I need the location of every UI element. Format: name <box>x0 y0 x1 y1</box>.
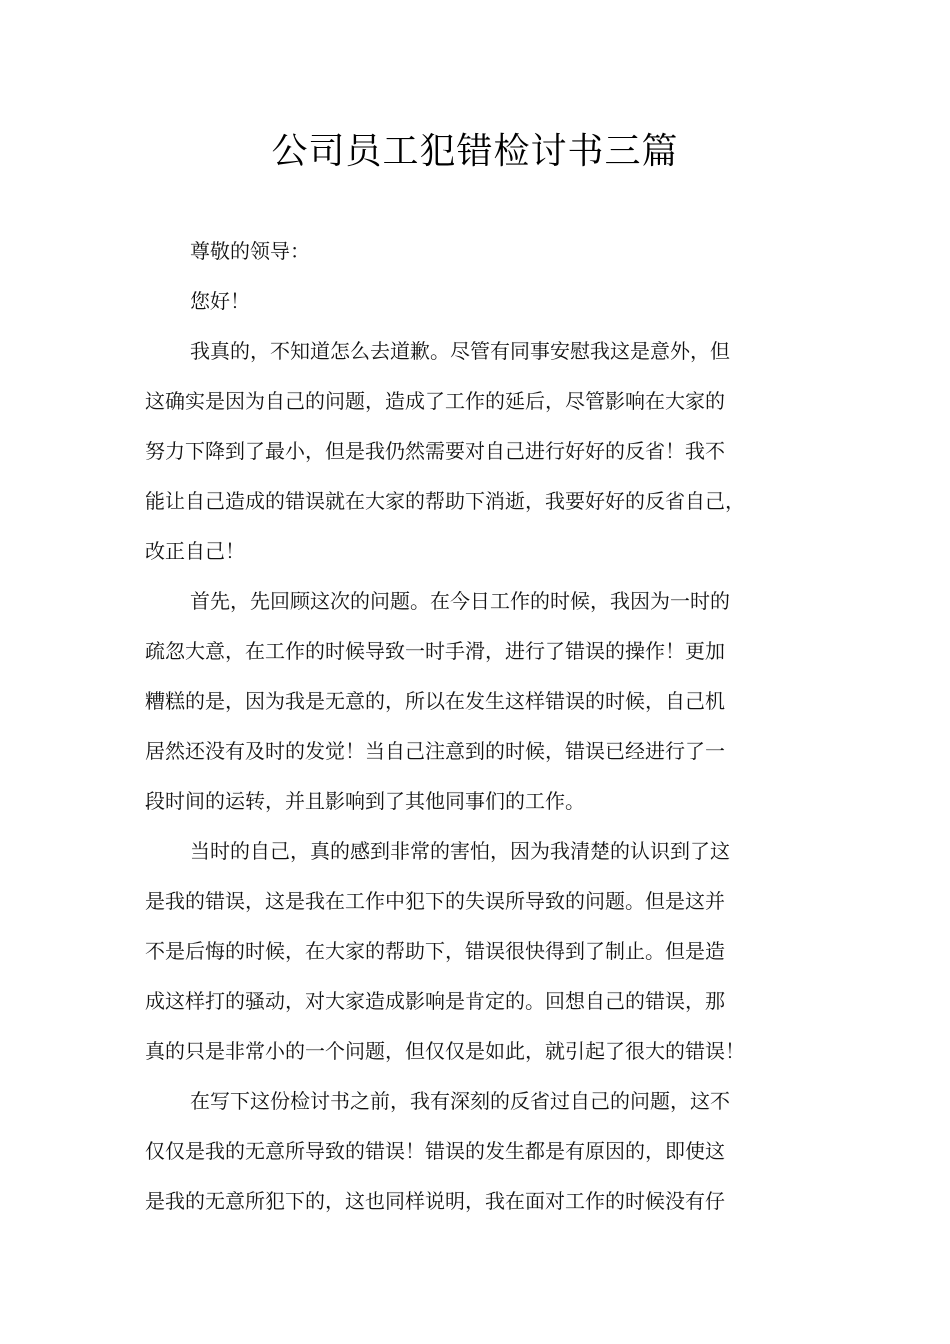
paragraph-line: 真的只是非常小的一个问题，但仅仅是如此，就引起了很大的错误！ <box>145 1039 745 1063</box>
paragraph-line: 成这样打的骚动，对大家造成影响是肯定的。回想自己的错误，那 <box>145 989 725 1013</box>
paragraph-line: 仅仅是我的无意所导致的错误！错误的发生都是有原因的，即使这 <box>145 1139 725 1163</box>
paragraph-line: 不是后悔的时候，在大家的帮助下，错误很快得到了制止。但是造 <box>145 939 725 963</box>
paragraph-line: 在写下这份检讨书之前，我有深刻的反省过自己的问题，这不 <box>190 1089 730 1113</box>
paragraph-line: 当时的自己，真的感到非常的害怕，因为我清楚的认识到了这 <box>190 839 730 863</box>
paragraph-line: 努力下降到了最小，但是我仍然需要对自己进行好好的反省！我不 <box>145 439 725 463</box>
paragraph-line: 段时间的运转，并且影响到了其他同事们的工作。 <box>145 789 585 813</box>
paragraph-line: 首先，先回顾这次的问题。在今日工作的时候，我因为一时的 <box>190 589 730 613</box>
paragraph-line: 我真的，不知道怎么去道歉。尽管有同事安慰我这是意外，但 <box>190 339 730 363</box>
paragraph-line: 糟糕的是，因为我是无意的，所以在发生这样错误的时候，自己机 <box>145 689 725 713</box>
document-title: 公司员工犯错检讨书三篇 <box>271 131 679 172</box>
paragraph-line: 疏忽大意，在工作的时候导致一时手滑，进行了错误的操作！更加 <box>145 639 725 663</box>
paragraph-line: 是我的无意所犯下的，这也同样说明，我在面对工作的时候没有仔 <box>145 1189 725 1213</box>
paragraph-line: 改正自己！ <box>145 539 245 563</box>
salutation-line: 尊敬的领导： <box>190 239 310 263</box>
paragraph-line: 居然还没有及时的发觉！当自己注意到的时候，错误已经进行了一 <box>145 739 725 763</box>
greeting-line: 您好！ <box>190 289 250 313</box>
paragraph-line: 这确实是因为自己的问题，造成了工作的延后，尽管影响在大家的 <box>145 389 725 413</box>
paragraph-line: 是我的错误，这是我在工作中犯下的失误所导致的问题。但是这并 <box>145 889 725 913</box>
paragraph-line: 能让自己造成的错误就在大家的帮助下消逝，我要好好的反省自己， <box>145 489 745 513</box>
